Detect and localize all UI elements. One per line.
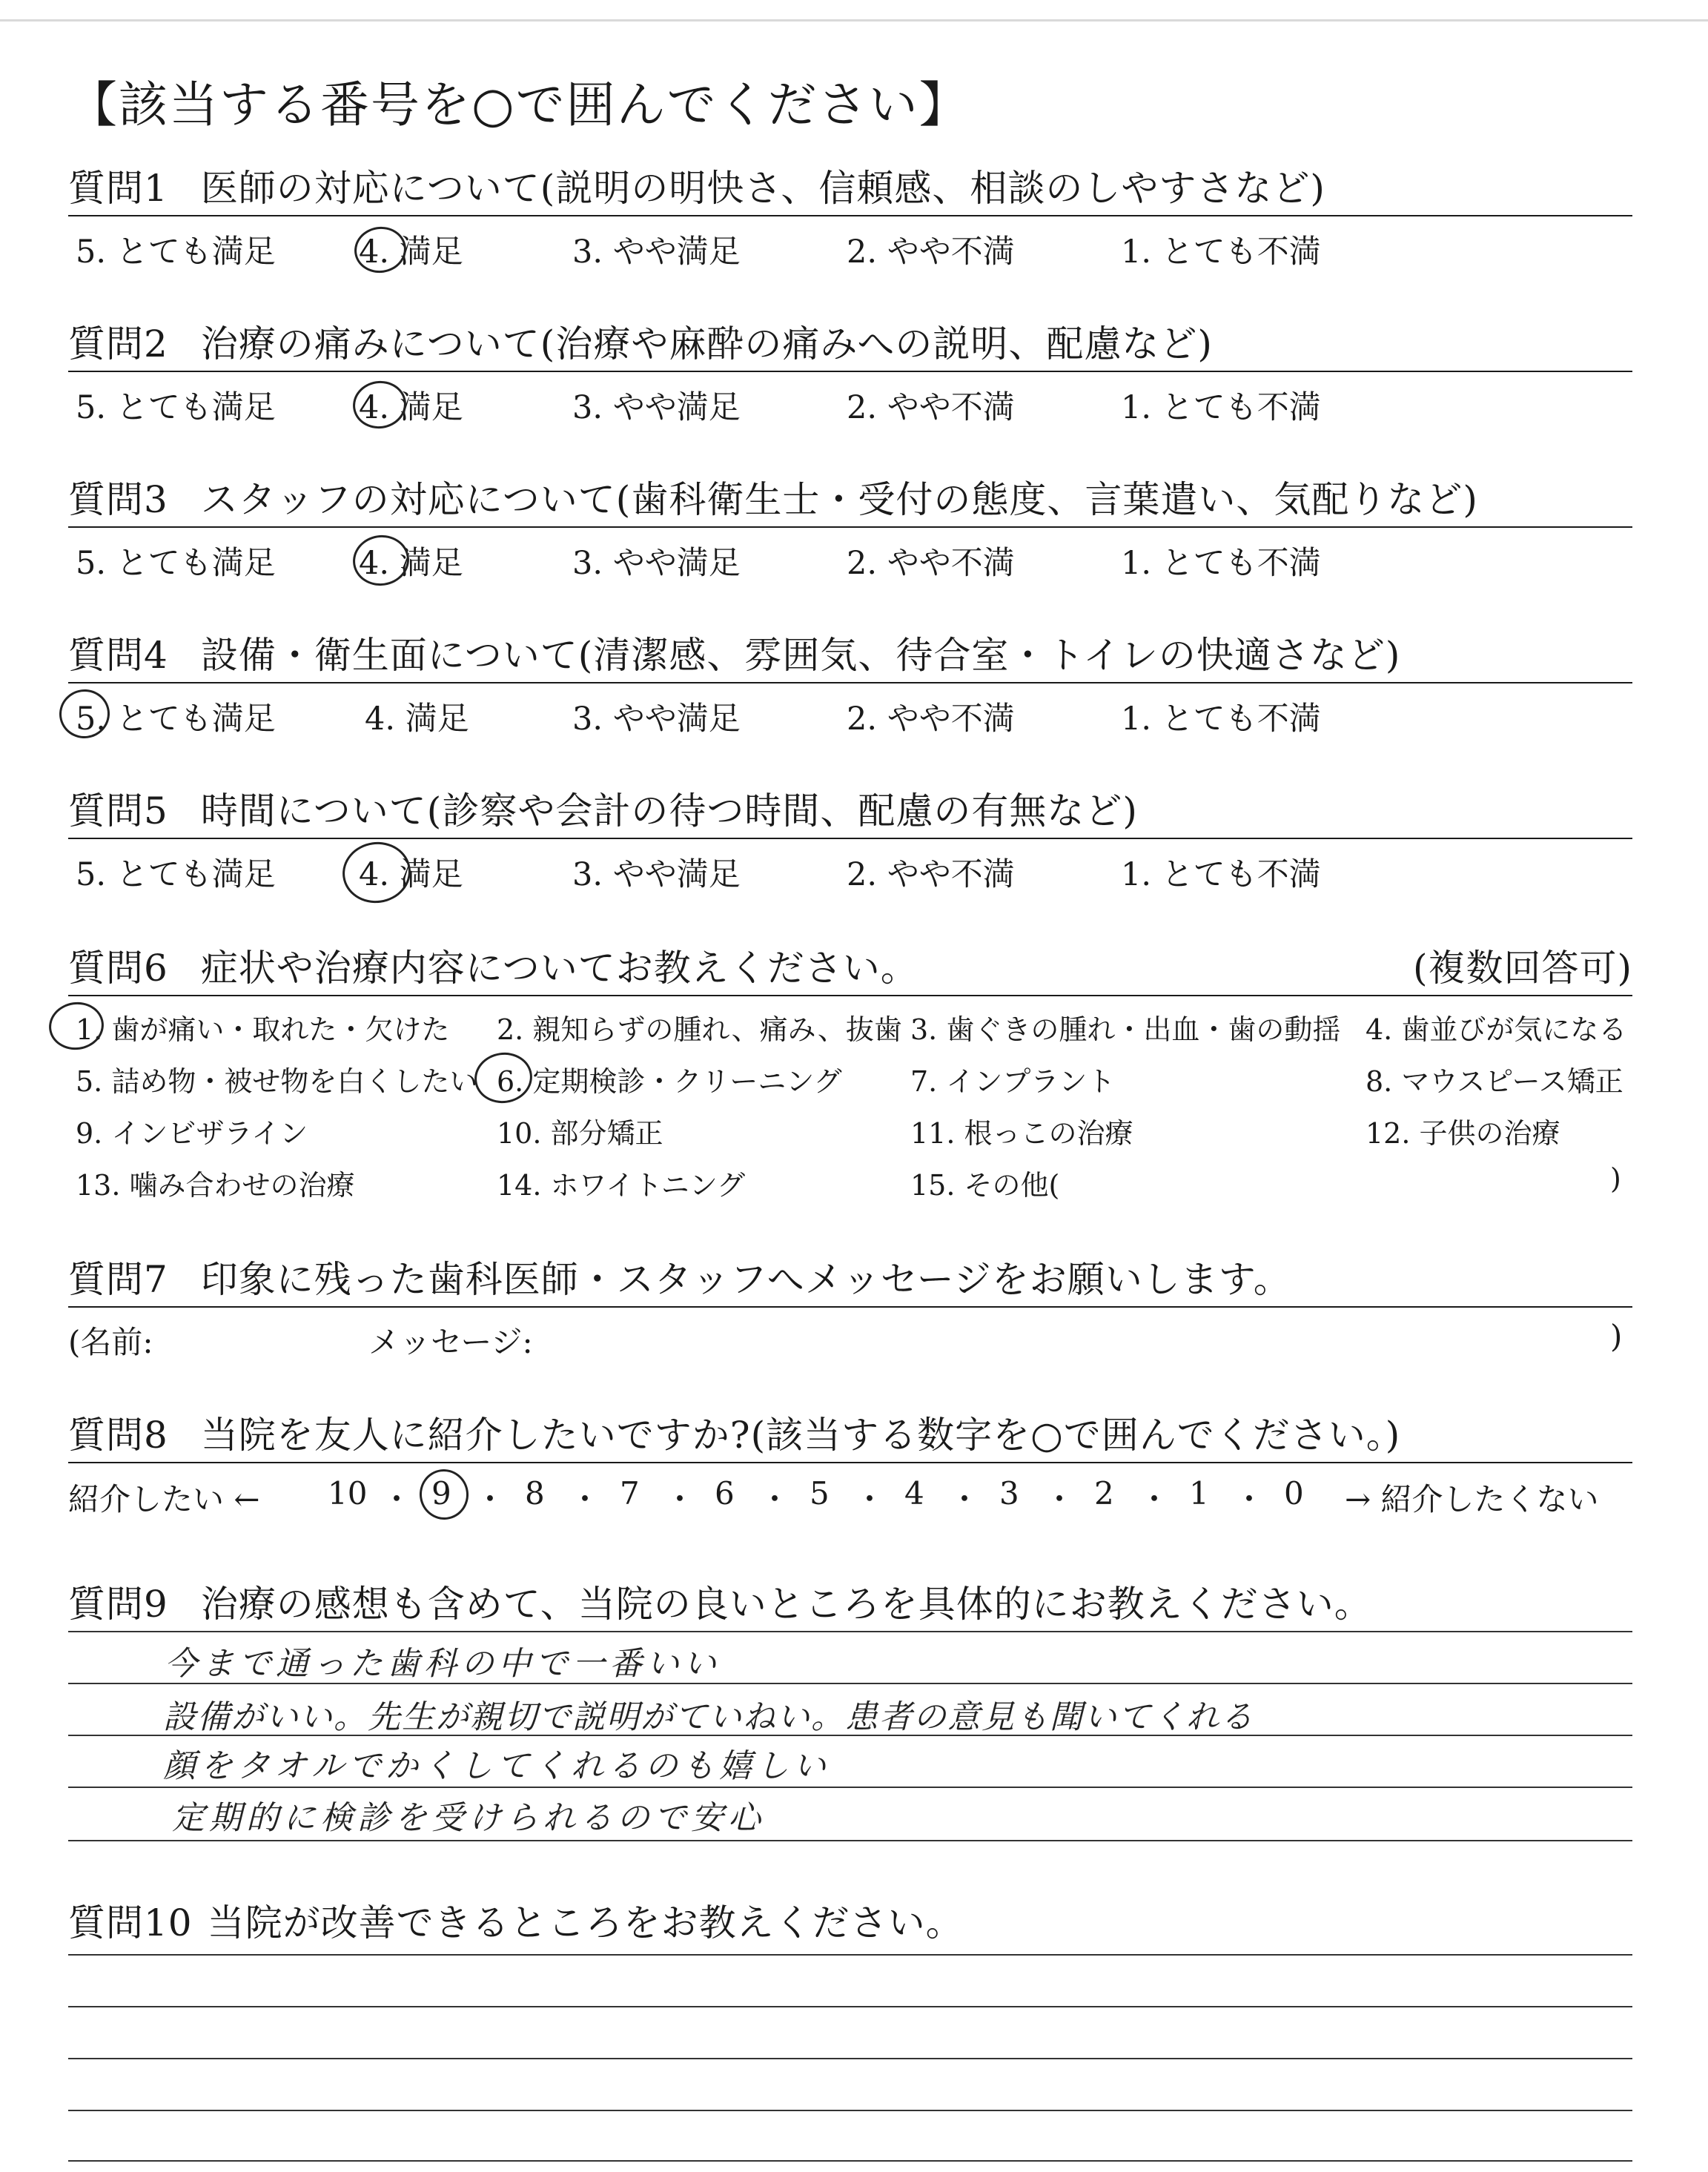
question-number: 質問10 (68, 1901, 193, 1944)
question-8-heading (68, 1408, 1632, 1462)
question-9 (68, 1577, 1632, 1913)
option-1[interactable]: 1. 歯が痛い・取れた・欠けた (76, 1013, 450, 1046)
option-11[interactable]: 11. 根っこの治療 (910, 1117, 1133, 1150)
handwritten-answer-line: 顔をタオルでかくしてくれるのも嬉しい (163, 1747, 830, 1785)
treatment-options (68, 996, 1632, 1204)
scale-2[interactable]: 2 (1094, 1475, 1114, 1512)
question-number: 質問9 (68, 1583, 168, 1626)
option-1[interactable]: 1. とても不満 (1121, 234, 1321, 271)
handwritten-answer-line: 設備がいい。先生が親切で説明がていねい。患者の意見も聞いてくれる (163, 1698, 1254, 1736)
recommend-scale (68, 1463, 1632, 1530)
scale-dot: ・ (1044, 1481, 1076, 1517)
option-2[interactable]: 2. やや不満 (847, 856, 1015, 893)
scale-dot: ・ (949, 1481, 981, 1517)
option-5[interactable]: 5. とても満足 (76, 545, 276, 582)
option-1[interactable]: 1. とても不満 (1121, 856, 1321, 893)
rating-options (68, 528, 1632, 584)
handwritten-answer-line: 今まで通った歯科の中で一番いい (165, 1645, 721, 1683)
scale-9[interactable]: 9 (431, 1475, 451, 1512)
option-2[interactable]: 2. 親知らずの腫れ、痛み、抜歯 (497, 1013, 902, 1046)
question-text: 症状や治療内容についてお教えください。 (200, 947, 918, 990)
scale-dot: ・ (381, 1481, 413, 1517)
option-13[interactable]: 13. 噛み合わせの治療 (76, 1169, 355, 1202)
scale-0[interactable]: 0 (1284, 1475, 1304, 1512)
scale-left-label: 紹介したい ← (68, 1481, 260, 1517)
question-number: 質問1 (68, 167, 168, 210)
question-text: 設備・衛生面について(清潔感、雰囲気、待合室・トイレの快適さなど) (200, 634, 1401, 677)
message-close-paren: ) (1610, 1318, 1623, 1354)
top-rule (0, 19, 1708, 21)
message-line (68, 1308, 1632, 1367)
question-number: 質問3 (68, 478, 168, 521)
question-10 (68, 1896, 1632, 2172)
question-number: 質問4 (68, 634, 168, 677)
answer-rule (68, 1954, 1632, 1956)
question-number: 質問5 (68, 789, 168, 832)
option-6[interactable]: 6. 定期検診・クリーニング (497, 1065, 842, 1098)
question-text: 治療の痛みについて(治療や麻酔の痛みへの説明、配慮など) (200, 322, 1213, 365)
option-4[interactable]: 4. 満足 (365, 701, 469, 738)
option-3[interactable]: 3. 歯ぐきの腫れ・出血・歯の動揺 (910, 1013, 1341, 1046)
question-2-heading (68, 317, 1632, 371)
question-7 (68, 1253, 1632, 1367)
scale-dot: ・ (1234, 1481, 1265, 1517)
option-3[interactable]: 3. やや満足 (572, 389, 741, 426)
scale-dot: ・ (1139, 1481, 1171, 1517)
scale-dot: ・ (569, 1481, 601, 1517)
option-1[interactable]: 1. とても不満 (1121, 545, 1321, 582)
option-5[interactable]: 5. 詰め物・被せ物を白くしたい (76, 1065, 478, 1098)
question-text: 時間について(診察や会計の待つ時間、配慮の有無など) (200, 789, 1138, 832)
question-text: 印象に残った歯科医師・スタッフへメッセージをお願いします。 (200, 1258, 1291, 1301)
answer-rule (68, 2058, 1632, 2059)
question-number: 質問2 (68, 322, 168, 365)
question-3-heading (68, 473, 1632, 526)
option-5[interactable]: 5. とても満足 (76, 389, 276, 426)
answer-area[interactable] (68, 1950, 1632, 2172)
scale-right-label: → 紹介したくない (1345, 1481, 1599, 1517)
question-6 (68, 941, 1632, 1204)
scale-dot: ・ (664, 1481, 696, 1517)
option-2[interactable]: 2. やや不満 (847, 389, 1015, 426)
multiple-answer-note: (複数回答可) (1412, 947, 1632, 990)
question-text: 当院が改善できるところをお教えください。 (207, 1901, 964, 1944)
scale-3[interactable]: 3 (999, 1475, 1019, 1512)
option-4[interactable]: 4. 歯並びが気になる (1366, 1013, 1627, 1046)
answer-rule (68, 1631, 1632, 1632)
question-2 (68, 317, 1632, 428)
question-6-heading (68, 941, 1632, 995)
option-3[interactable]: 3. やや満足 (572, 234, 741, 271)
scale-1[interactable]: 1 (1189, 1475, 1209, 1512)
scale-10[interactable]: 10 (328, 1475, 368, 1512)
option-1[interactable]: 1. とても不満 (1121, 389, 1321, 426)
question-text: 治療の感想も含めて、当院の良いところを具体的にお教えください。 (200, 1583, 1372, 1626)
option-3[interactable]: 3. やや満足 (572, 545, 741, 582)
question-3 (68, 473, 1632, 584)
question-5 (68, 784, 1632, 895)
option-9[interactable]: 9. インビザライン (76, 1117, 308, 1150)
question-7-heading (68, 1253, 1632, 1306)
option-10[interactable]: 10. 部分矯正 (497, 1117, 663, 1150)
scale-6[interactable]: 6 (715, 1475, 735, 1512)
scale-4[interactable]: 4 (904, 1475, 924, 1512)
scale-dot: ・ (759, 1481, 791, 1517)
selection-circle (417, 1466, 472, 1523)
option-3[interactable]: 3. やや満足 (572, 701, 741, 738)
option-4[interactable]: 4. 満足 (359, 856, 463, 893)
option-1[interactable]: 1. とても不満 (1121, 701, 1321, 738)
question-1 (68, 162, 1632, 273)
question-number: 質問8 (68, 1414, 168, 1457)
option-4[interactable]: 4. 満足 (359, 545, 463, 582)
answer-rule (68, 1683, 1632, 1684)
answer-rule (68, 2160, 1632, 2162)
answer-rule (68, 2006, 1632, 2007)
question-number: 質問6 (68, 947, 168, 990)
option-2[interactable]: 2. やや不満 (847, 234, 1015, 271)
question-10-heading (68, 1896, 1632, 1950)
rating-options (68, 839, 1632, 895)
scale-dot: ・ (854, 1481, 886, 1517)
question-1-heading (68, 162, 1632, 215)
option-8[interactable]: 8. マウスピース矯正 (1366, 1065, 1623, 1098)
question-4-heading (68, 629, 1632, 682)
option-3[interactable]: 3. やや満足 (572, 856, 741, 893)
scale-5[interactable]: 5 (810, 1475, 830, 1512)
scale-dot: ・ (474, 1481, 506, 1517)
selection-circle (339, 838, 415, 907)
option-4[interactable]: 4. 満足 (359, 234, 463, 271)
answer-rule (68, 1840, 1632, 1841)
page-title: 【該当する番号を○で囲んでください】 (68, 76, 970, 133)
option-5[interactable]: 5. とても満足 (76, 701, 276, 738)
option-7[interactable]: 7. インプラント (910, 1065, 1116, 1098)
option-2[interactable]: 2. やや不満 (847, 545, 1015, 582)
answer-rule (68, 2110, 1632, 2111)
option-4[interactable]: 4. 満足 (359, 389, 463, 426)
question-text: 医師の対応について(説明の明快さ、信頼感、相談のしやすさなど) (200, 167, 1325, 210)
rating-options (68, 683, 1632, 740)
other-close-paren: ) (1610, 1162, 1621, 1195)
name-label: (名前: (68, 1324, 153, 1360)
answer-rule (68, 1787, 1632, 1788)
question-text: 当院を友人に紹介したいですか?(該当する数字を○で囲んでください。) (200, 1414, 1401, 1457)
option-14[interactable]: 14. ホワイトニング (497, 1169, 746, 1202)
option-5[interactable]: 5. とても満足 (76, 856, 276, 893)
handwritten-answer-line: 定期的に検診を受けられるので安心 (172, 1799, 765, 1837)
scale-8[interactable]: 8 (525, 1475, 545, 1512)
option-5[interactable]: 5. とても満足 (76, 234, 276, 271)
question-5-heading (68, 784, 1632, 838)
rating-options (68, 216, 1632, 273)
question-9-heading (68, 1577, 1632, 1631)
scale-7[interactable]: 7 (620, 1475, 640, 1512)
question-8 (68, 1408, 1632, 1530)
option-15[interactable]: 15. その他( (910, 1169, 1060, 1202)
question-4 (68, 629, 1632, 740)
question-number: 質問7 (68, 1258, 168, 1301)
answer-area[interactable] (68, 1631, 1632, 1913)
option-2[interactable]: 2. やや不満 (847, 701, 1015, 738)
message-label: メッセージ: (368, 1324, 533, 1360)
option-12[interactable]: 12. 子供の治療 (1366, 1117, 1560, 1150)
rating-options (68, 372, 1632, 428)
answer-rule (68, 1735, 1632, 1736)
question-text: スタッフの対応について(歯科衛生士・受付の態度、言葉遣い、気配りなど) (200, 478, 1478, 521)
